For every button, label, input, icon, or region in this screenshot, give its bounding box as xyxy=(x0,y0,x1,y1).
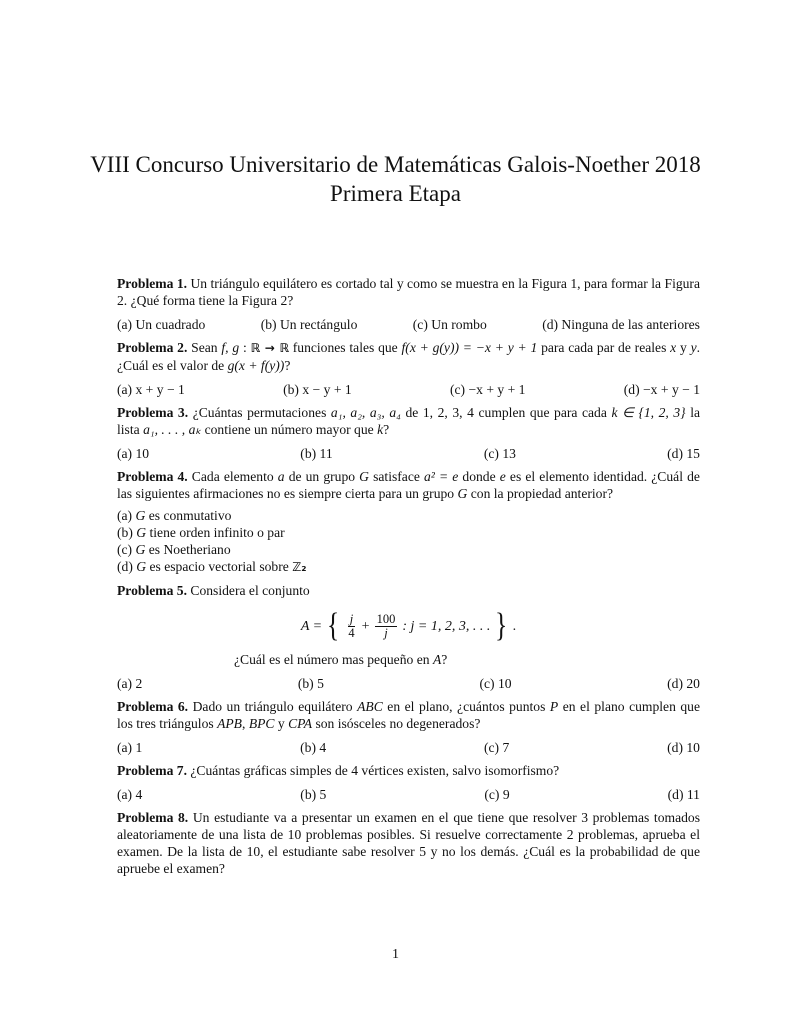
equation-condition: : j = 1, 2, 3, . . . xyxy=(402,618,491,634)
option-label: (a) xyxy=(117,508,133,523)
option-c: (c) 10 xyxy=(479,676,512,691)
problem-4-options xyxy=(117,507,700,576)
problem-1-text: Un triángulo equilátero es cortado tal y como se muestra en la Figura 1, para formar la Figura 2. ¿Qué forma tiene la Figura 2? xyxy=(117,276,700,308)
problem-3-text-2: de xyxy=(405,405,419,420)
problem-6-text: Dado un triángulo equilátero xyxy=(192,699,353,714)
option-text: es conmutativo xyxy=(148,508,232,523)
problem-5-options xyxy=(117,675,700,692)
fraction-100-over-j xyxy=(375,613,398,640)
option-a xyxy=(117,507,700,524)
option-c: (c) 13 xyxy=(483,446,516,461)
equation-period: . xyxy=(512,618,517,634)
option-d: (d) 20 xyxy=(667,676,700,691)
option-text: es espacio vectorial sobre xyxy=(149,559,289,574)
problem-2-text-2: funciones tales que xyxy=(292,340,398,355)
option-a: (a) x + y − 1 xyxy=(117,382,185,397)
math-G: G xyxy=(135,542,146,557)
problem-1-heading: Problema 1. xyxy=(117,276,188,291)
math-A: A xyxy=(432,652,442,667)
problem-4-text: Cada elemento xyxy=(191,469,274,484)
problem-7-heading: Problema 7. xyxy=(117,763,187,778)
math-BPC: BPC xyxy=(248,716,275,731)
option-d: (d) 11 xyxy=(667,787,700,802)
question-text: ¿Cuál es el número mas pequeño en xyxy=(234,652,430,667)
option-label: (d) xyxy=(117,559,133,574)
problem-5-text: Considera el conjunto xyxy=(190,583,310,598)
problems-list xyxy=(117,275,700,882)
option-d: (d) −x + y − 1 xyxy=(623,382,700,397)
left-brace: { xyxy=(327,607,340,644)
math-APB: APB xyxy=(217,716,242,731)
math-a-squared: a² = e xyxy=(424,469,459,484)
fraction-numerator: 100 xyxy=(376,611,396,626)
option-a: (a) 2 xyxy=(117,676,143,691)
problem-2-text-3: para cada par de reales xyxy=(541,340,667,355)
problem-3-options xyxy=(117,445,700,462)
problem-6-text-3: en el plano cumplen que los tres triángulos xyxy=(117,699,701,731)
problem-6-options xyxy=(117,739,700,756)
option-d: (d) Ninguna de las anteriores xyxy=(542,317,700,332)
problem-6-text-2: en el plano, ¿cuántos puntos xyxy=(387,699,546,714)
option-b xyxy=(117,524,700,541)
title-line-2: Primera Etapa xyxy=(330,181,461,206)
option-b: (b) x − y + 1 xyxy=(283,382,352,397)
equation-lhs: A = xyxy=(300,618,323,634)
option-c xyxy=(117,541,700,558)
option-a: (a) 4 xyxy=(117,787,143,802)
option-b: (b) Un rectángulo xyxy=(260,317,358,332)
problem-3-text-3: cumplen que para cada xyxy=(478,405,607,420)
math-G: G xyxy=(136,559,147,574)
question-mark: ? xyxy=(441,652,448,667)
problem-6 xyxy=(117,698,700,732)
problem-2-options xyxy=(117,381,700,398)
problem-1-options xyxy=(117,316,700,333)
option-d: (d) 10 xyxy=(667,740,700,755)
problem-7-options xyxy=(117,786,700,803)
problem-6-text-4: son isósceles no degenerados? xyxy=(315,716,481,731)
option-b: (b) 5 xyxy=(297,676,324,691)
fraction-j-over-4 xyxy=(346,613,356,640)
problem-3-text: ¿Cuántas permutaciones xyxy=(192,405,327,420)
problem-4-text-4: donde xyxy=(462,469,496,484)
problem-7-text: ¿Cuántas gráficas simples de 4 vértices existen, salvo isomorfismo? xyxy=(190,763,560,778)
problem-6-heading: Problema 6. xyxy=(117,699,189,714)
problem-8-heading: Problema 8. xyxy=(117,810,189,825)
problem-4-text-3: satisface xyxy=(373,469,420,484)
problem-3-qmark: ? xyxy=(383,422,390,437)
option-c: (c) Un rombo xyxy=(412,317,487,332)
math-P: P xyxy=(549,699,559,714)
problem-2-text-5: . ¿Cuál es el valor de xyxy=(117,340,701,373)
math-equation: f(x + g(y)) = −x + y + 1 xyxy=(401,340,538,355)
option-a: (a) Un cuadrado xyxy=(117,317,206,332)
problem-5-question xyxy=(117,651,700,668)
option-b: (b) 11 xyxy=(300,446,333,461)
title-line-1: VIII Concurso Universitario de Matemáticas Galois-Noether 2018 xyxy=(90,152,701,177)
conjunction: y xyxy=(277,716,285,731)
math-y: y xyxy=(690,340,697,355)
problem-4-text-5: es el elemento identidad. ¿Cuál de las siguientes afirmaciones no es siempre cierta para un grupo xyxy=(117,469,700,501)
math-Z2: ℤ₂ xyxy=(292,560,307,574)
math-G: G xyxy=(359,469,369,484)
page-number: 1 xyxy=(392,947,399,962)
option-label: (c) xyxy=(117,542,133,557)
problem-3 xyxy=(117,404,700,438)
problem-8 xyxy=(117,809,700,877)
math-G: G xyxy=(135,508,146,523)
math-k-set: k ∈ {1, 2, 3} xyxy=(611,405,686,420)
problem-2 xyxy=(117,339,700,374)
problem-2-text: Sean xyxy=(191,340,218,355)
option-label: (b) xyxy=(117,525,133,540)
problem-4-text-6: con la propiedad anterior? xyxy=(470,486,614,501)
option-d: (d) 15 xyxy=(667,446,700,461)
math-G: G xyxy=(136,525,147,540)
problem-3-text-5: contiene un número mayor que xyxy=(204,422,374,437)
problem-2-heading: Problema 2. xyxy=(117,340,188,355)
problem-2-text-4: y xyxy=(680,340,687,355)
comma: , xyxy=(242,716,246,731)
math-CPA: CPA xyxy=(288,716,313,731)
problem-8-text: Un estudiante va a presentar un examen en el que tiene que resolver 3 problemas tomados aleatoriamente de una lista de 10 problemas posibles. Si resuelve correctamente 2 problemas, aprueba el examen. De la lista de 10, el estudiante sabe resolver 5 y no los demás. ¿Cuál es la probabilidad de que apruebe el examen? xyxy=(117,810,700,876)
option-text: es Noetheriano xyxy=(148,542,231,557)
math-ABC: ABC xyxy=(357,699,383,714)
option-b: (b) 5 xyxy=(300,787,327,802)
option-c: (c) −x + y + 1 xyxy=(449,382,526,397)
option-c: (c) 9 xyxy=(484,787,510,802)
math-k: k xyxy=(377,422,384,437)
fraction-denominator: j xyxy=(384,625,388,640)
option-d xyxy=(117,558,700,576)
math-colon: : xyxy=(242,340,247,355)
math-a: a xyxy=(277,469,285,484)
math-digits: 1, 2, 3, 4 xyxy=(422,405,474,420)
fraction-denominator: 4 xyxy=(348,625,355,640)
math-expression: g(x + f(y)) xyxy=(227,358,285,373)
plus-sign: + xyxy=(361,618,370,634)
right-brace: } xyxy=(495,607,508,644)
problem-7 xyxy=(117,762,700,779)
math-fg: f, g xyxy=(221,340,240,355)
problem-4-text-2: de un grupo xyxy=(288,469,356,484)
problem-2-qmark: ? xyxy=(284,358,291,373)
math-map: ℝ → ℝ xyxy=(250,341,289,355)
option-a: (a) 10 xyxy=(117,446,150,461)
option-text: tiene orden infinito o par xyxy=(149,525,285,540)
problem-3-text-4: la lista xyxy=(117,405,700,437)
problem-1 xyxy=(117,275,700,309)
fraction-numerator: j xyxy=(349,611,354,626)
math-e: e xyxy=(499,469,506,484)
math-list: a₁, . . . , aₖ xyxy=(143,422,202,437)
option-c: (c) 7 xyxy=(484,740,510,755)
option-b: (b) 4 xyxy=(300,740,327,755)
math-G: G xyxy=(457,486,468,501)
problem-4-heading: Problema 4. xyxy=(117,469,188,484)
problem-5-heading: Problema 5. xyxy=(117,583,187,598)
problem-3-heading: Problema 3. xyxy=(117,405,189,420)
problem-4 xyxy=(117,468,700,502)
problem-5 xyxy=(117,582,700,599)
document-title xyxy=(0,150,791,208)
math-permutation: a₁, a₂, a₃, a₄ xyxy=(330,405,401,420)
set-equation xyxy=(117,609,700,643)
math-x: x xyxy=(670,340,677,355)
option-a: (a) 1 xyxy=(117,740,143,755)
